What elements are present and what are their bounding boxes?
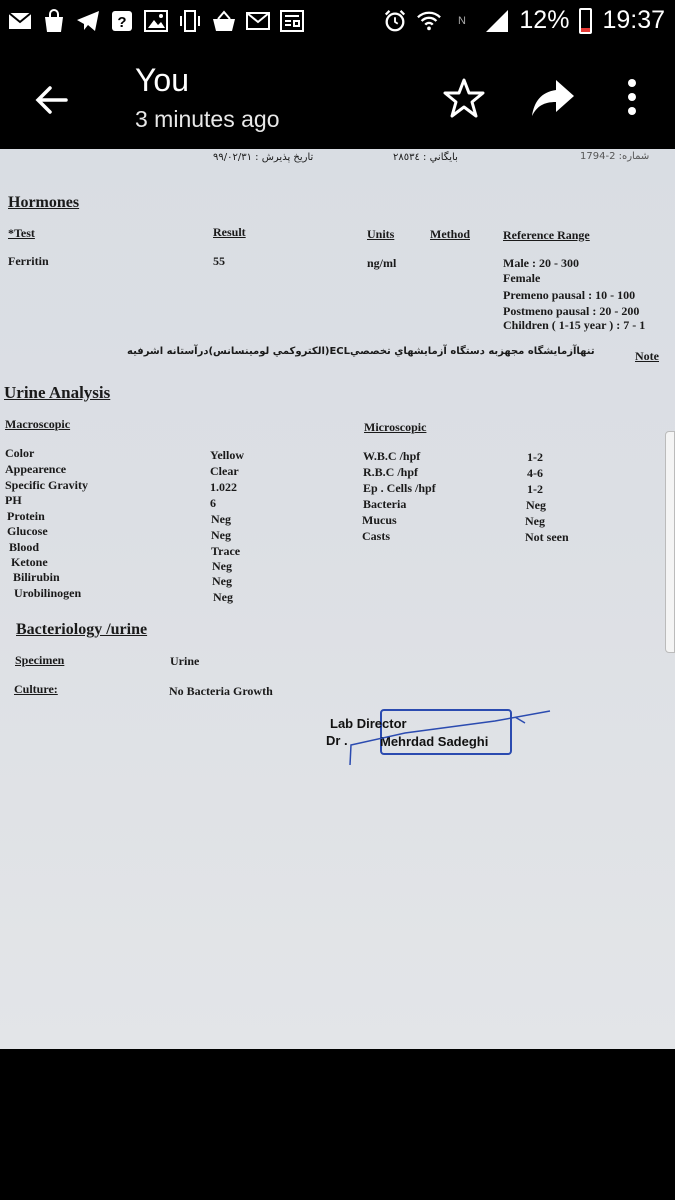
micro-value: 1-2 — [527, 450, 543, 464]
macro-value: Clear — [210, 464, 239, 478]
shopping-bag-icon — [42, 9, 66, 33]
macro-value: 1.022 — [210, 480, 237, 494]
specimen-value: Urine — [170, 654, 200, 668]
note-label: Note — [635, 349, 659, 363]
ref-children: Children ( 1-15 year ) : 7 - 1 — [503, 318, 646, 332]
svg-text:?: ? — [117, 14, 127, 31]
col-units: Units — [367, 227, 395, 241]
clock: 19:37 — [602, 6, 665, 34]
notification-icons — [8, 9, 304, 33]
page-edge — [665, 431, 675, 653]
macro-label: Urobilinogen — [14, 586, 82, 600]
more-vert-icon — [618, 74, 646, 120]
micro-value: Not seen — [525, 530, 569, 544]
wifi-icon — [417, 9, 441, 33]
micro-label: Bacteria — [363, 497, 407, 511]
macro-label: Bilirubin — [13, 570, 60, 584]
star-icon — [442, 76, 486, 120]
image-icon — [144, 9, 168, 33]
macro-label: Appearence — [5, 462, 67, 476]
svg-text:N: N — [458, 14, 467, 27]
micro-value: Neg — [526, 498, 546, 512]
micro-value: 1-2 — [527, 482, 543, 496]
col-result: Result — [213, 225, 246, 239]
macro-label: Color — [5, 446, 35, 460]
macro-label: PH — [5, 493, 22, 507]
doctor-name: Mehrdad Sadeghi — [380, 734, 489, 749]
macro-label: Glucose — [7, 524, 48, 538]
back-arrow-icon — [28, 76, 76, 124]
signature-scribble — [345, 705, 555, 771]
alarm-icon — [383, 9, 407, 33]
ref-postmenopausal: Postmeno pausal : 20 - 200 — [503, 304, 640, 318]
micro-label: Ep . Cells /hpf — [363, 481, 436, 495]
micro-label: R.B.C /hpf — [363, 465, 419, 479]
sender-name: You — [135, 62, 189, 98]
macro-value: Neg — [212, 559, 232, 573]
lab-note: تنهاآزمايشگاه مجهزبه دستگاه آزمايشهاي تخصصيECL(الكتروكمي لومينسانس)درآستانه اشرفيه — [127, 346, 595, 357]
reception-date: تاريخ پذيرش : ٩٩/٠٢/٣١ — [213, 152, 314, 163]
specimen-label: Specimen — [15, 653, 65, 667]
urine-analysis-title: Urine Analysis — [4, 383, 111, 402]
basket-icon — [212, 9, 236, 33]
lab-report-image[interactable] — [0, 149, 675, 1049]
macro-label: Ketone — [11, 555, 48, 569]
share-button[interactable] — [530, 76, 576, 120]
hormones-title: Hormones — [8, 194, 80, 211]
mail-icon — [8, 9, 32, 33]
macro-value: Yellow — [210, 448, 244, 462]
macro-label: Specific Gravity — [5, 478, 88, 492]
macro-value: Neg — [211, 512, 231, 526]
more-options-button[interactable] — [618, 74, 646, 120]
col-method: Method — [430, 227, 470, 241]
nfc-icon — [451, 9, 475, 33]
macroscopic-title: Macroscopic — [5, 417, 71, 431]
col-test: *Test — [8, 226, 35, 240]
doctor-prefix: Dr . — [326, 733, 348, 748]
telegram-icon — [76, 9, 100, 33]
status-bar — [0, 0, 675, 46]
micro-label: Mucus — [362, 513, 397, 527]
lab-director-label: Lab Director — [330, 716, 407, 731]
ferritin-units: ng/ml — [367, 256, 397, 270]
micro-value: Neg — [525, 514, 545, 528]
micro-label: W.B.C /hpf — [363, 449, 421, 463]
star-button[interactable] — [442, 76, 486, 120]
share-icon — [530, 76, 576, 120]
bacteriology-title: Bacteriology /urine — [16, 621, 148, 638]
culture-value: No Bacteria Growth — [169, 684, 273, 698]
battery-percent: 12% — [519, 6, 570, 34]
battery-icon — [579, 8, 592, 34]
micro-value: 4-6 — [527, 466, 543, 480]
macro-value: Neg — [213, 590, 233, 604]
macro-label: Protein — [7, 509, 45, 523]
report-number: شماره: 2-1794 — [580, 151, 650, 162]
ref-premenopausal: Premeno pausal : 10 - 100 — [503, 288, 636, 302]
news-icon — [280, 9, 304, 33]
email-icon — [246, 9, 270, 33]
bottom-area — [0, 1049, 675, 1200]
sent-time: 3 minutes ago — [135, 106, 280, 132]
ferritin-result: 55 — [213, 254, 225, 268]
microscopic-title: Microscopic — [364, 420, 427, 434]
micro-label: Casts — [362, 529, 391, 543]
col-reference: Reference Range — [503, 228, 590, 242]
macro-value: 6 — [210, 496, 216, 510]
report-header — [0, 149, 675, 171]
ferritin-label: Ferritin — [8, 254, 49, 268]
archive-number: بايگاني : ٢٨٥٣٤ — [393, 152, 458, 163]
vibrate-icon — [178, 9, 202, 33]
macro-label: Blood — [9, 540, 40, 554]
ref-female: Female — [503, 271, 541, 285]
macro-value: Trace — [211, 544, 241, 558]
help-icon — [110, 9, 134, 33]
app-header — [0, 46, 675, 149]
signal-icon — [485, 9, 509, 33]
system-indicators — [383, 6, 665, 35]
macro-value: Neg — [211, 528, 231, 542]
macro-value: Neg — [212, 574, 232, 588]
back-button[interactable] — [28, 76, 76, 124]
culture-label: Culture: — [14, 682, 58, 696]
ref-male: Male : 20 - 300 — [503, 256, 579, 270]
